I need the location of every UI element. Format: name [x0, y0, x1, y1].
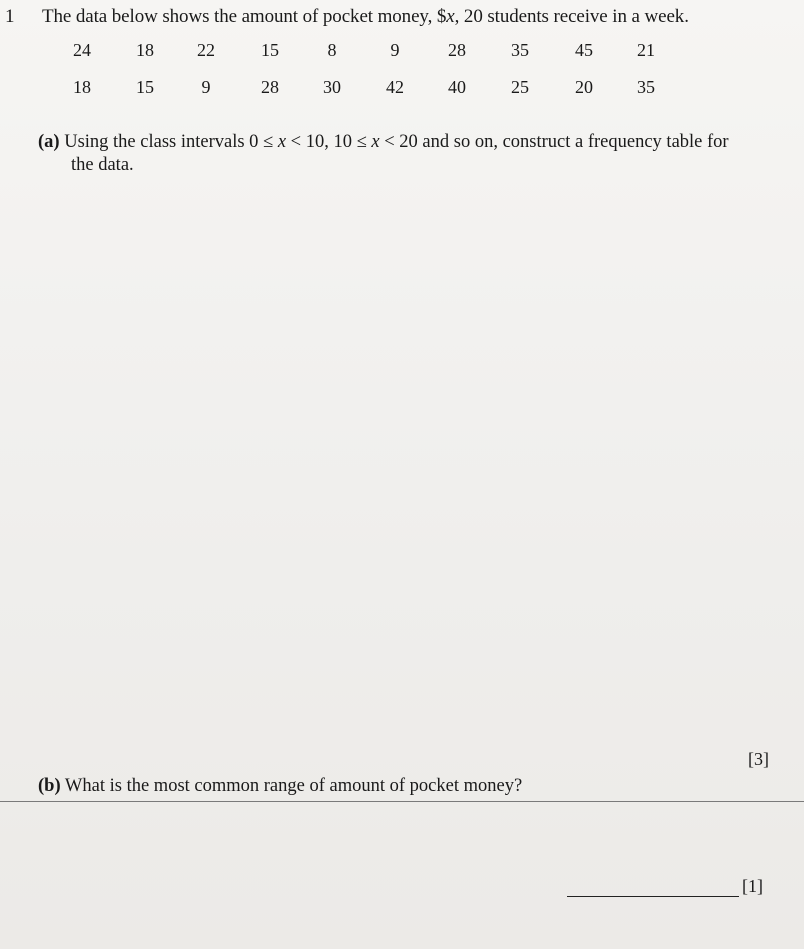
part-a-label: (a) [38, 132, 60, 152]
data-value: 18 [73, 77, 91, 97]
part-a-marks: [3] [748, 749, 769, 769]
part-a-question [38, 131, 798, 177]
data-value: 9 [201, 77, 211, 97]
data-value: 15 [261, 40, 279, 60]
data-value: 40 [448, 77, 466, 97]
part-a-text-4: the data. [71, 155, 134, 175]
part-b-text: What is the most common range of amount of pocket money? [64, 776, 523, 796]
data-value: 42 [386, 77, 404, 97]
part-b-question [38, 776, 522, 797]
data-value: 8 [327, 40, 337, 60]
data-value: 25 [511, 77, 529, 97]
data-value: 35 [511, 40, 529, 60]
data-value: 18 [136, 40, 154, 60]
data-value: 28 [448, 40, 466, 60]
part-b-marks: [1] [742, 876, 763, 896]
section-divider [0, 801, 804, 802]
question-stem [42, 6, 689, 28]
stem-variable: x [446, 6, 455, 27]
part-a-text-1: Using the class intervals 0 ≤ [64, 132, 278, 152]
question-number: 1 [5, 6, 15, 27]
data-value: 35 [637, 77, 655, 97]
data-value: 15 [136, 77, 154, 97]
data-value: 9 [390, 40, 400, 60]
data-value: 45 [575, 40, 593, 60]
part-a-text-3: < 20 and so on, construct a frequency table for [379, 132, 729, 152]
part-a-var-1: x [277, 132, 287, 152]
stem-before: The data below shows the amount of pocket money, $ [42, 6, 447, 27]
data-value: 20 [575, 77, 593, 97]
data-value: 30 [323, 77, 341, 97]
part-a-var-2: x [371, 132, 380, 152]
part-b-label: (b) [38, 776, 61, 796]
data-value: 24 [73, 40, 91, 60]
stem-after: , 20 students receive in a week. [454, 6, 689, 27]
part-a-text-2: < 10, 10 ≤ [286, 132, 372, 152]
data-value: 28 [261, 77, 279, 97]
data-value: 21 [637, 40, 655, 60]
data-value: 22 [197, 40, 215, 60]
answer-line[interactable] [567, 896, 739, 897]
